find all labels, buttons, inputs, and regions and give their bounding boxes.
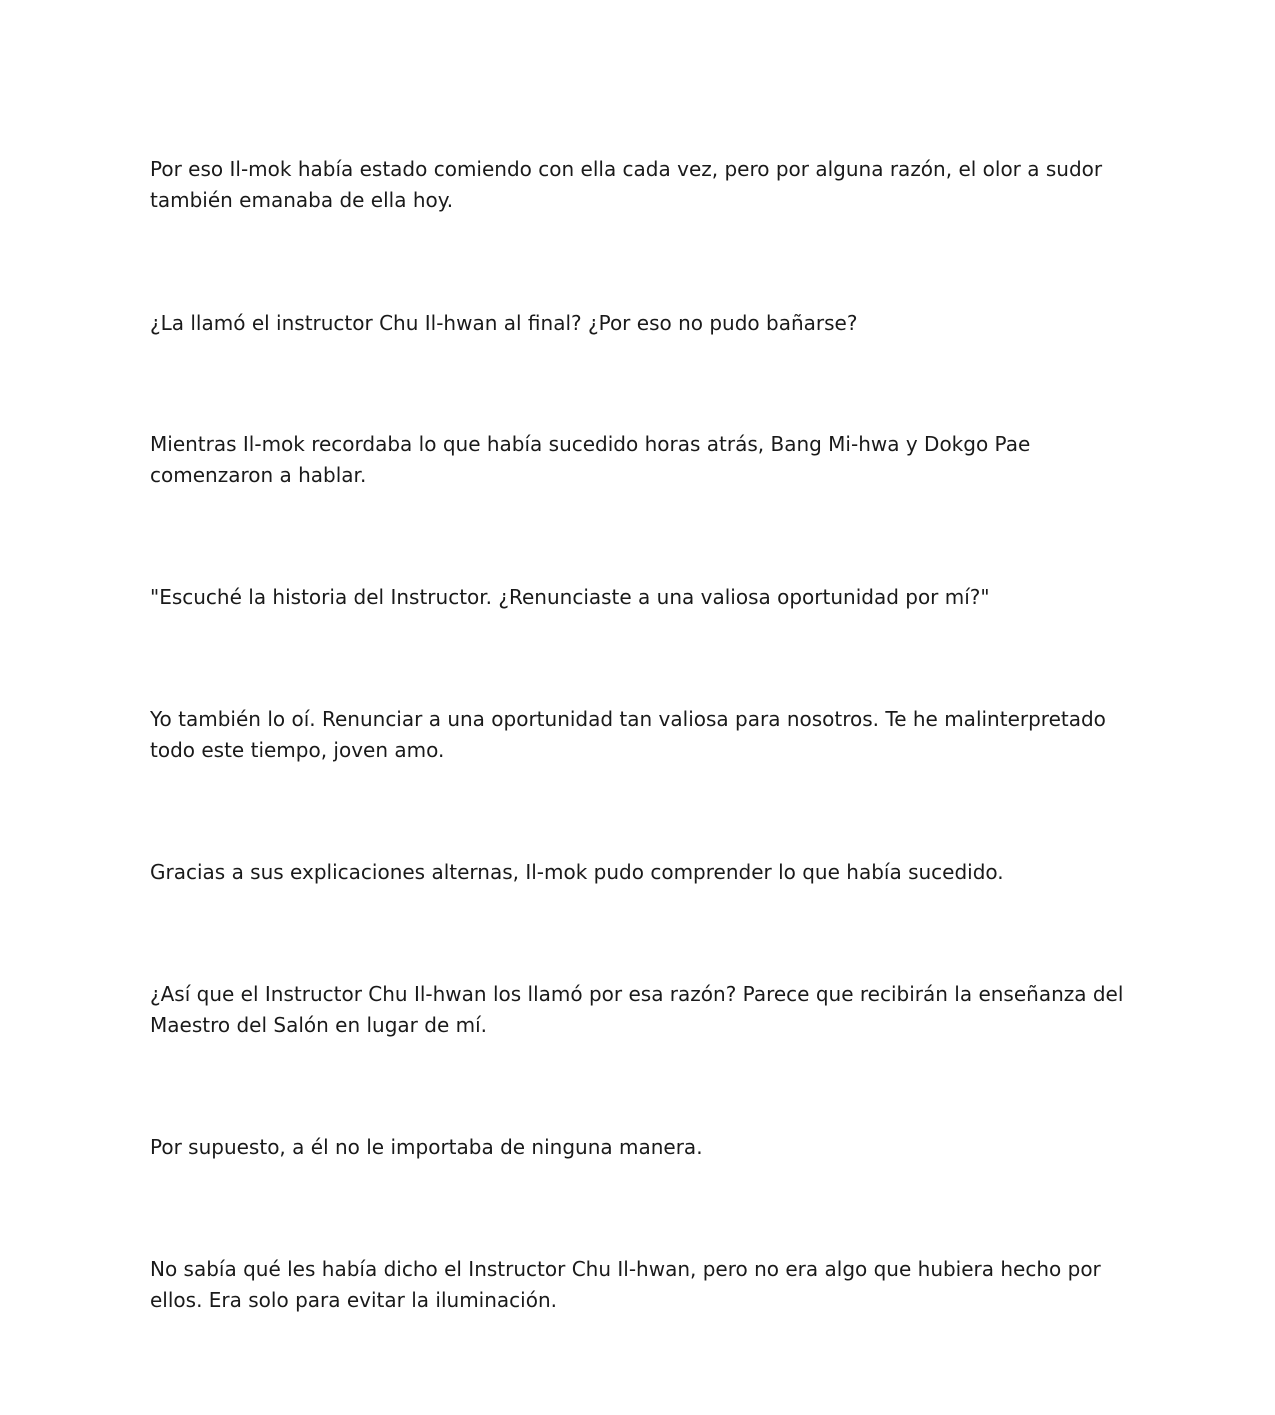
paragraph-2: ¿La llamó el instructor Chu Il-hwan al final? ¿Por eso no pudo bañarse? <box>150 311 858 335</box>
paragraph-4: "Escuché la historia del Instructor. ¿Renunciaste a una valiosa oportunidad por mí?" <box>150 585 990 609</box>
paragraph-6: Gracias a sus explicaciones alternas, Il-mok pudo comprender lo que había sucedido. <box>150 860 1004 884</box>
paragraph-8: Por supuesto, a él no le importaba de ninguna manera. <box>150 1135 703 1159</box>
paragraph-7: ¿Así que el Instructor Chu Il-hwan los llamó por esa razón? Parece que recibirán la enseñanza del Maestro del Salón en lugar de mí. <box>150 982 1124 1037</box>
paragraph-1: Por eso Il-mok había estado comiendo con ella cada vez, pero por alguna razón, el olor a sudor también emanaba de ella hoy. <box>150 157 1103 212</box>
paragraph-5: Yo también lo oí. Renunciar a una oportunidad tan valiosa para nosotros. Te he malinterpretado todo este tiempo, joven amo. <box>150 707 1106 762</box>
paragraph-9: No sabía qué les había dicho el Instructor Chu Il-hwan, pero no era algo que hubiera hecho por ellos. Era solo para evitar la iluminación. <box>150 1257 1101 1312</box>
paragraph-3: Mientras Il-mok recordaba lo que había sucedido horas atrás, Bang Mi-hwa y Dokgo Pae comenzaron a hablar. <box>150 432 1031 487</box>
